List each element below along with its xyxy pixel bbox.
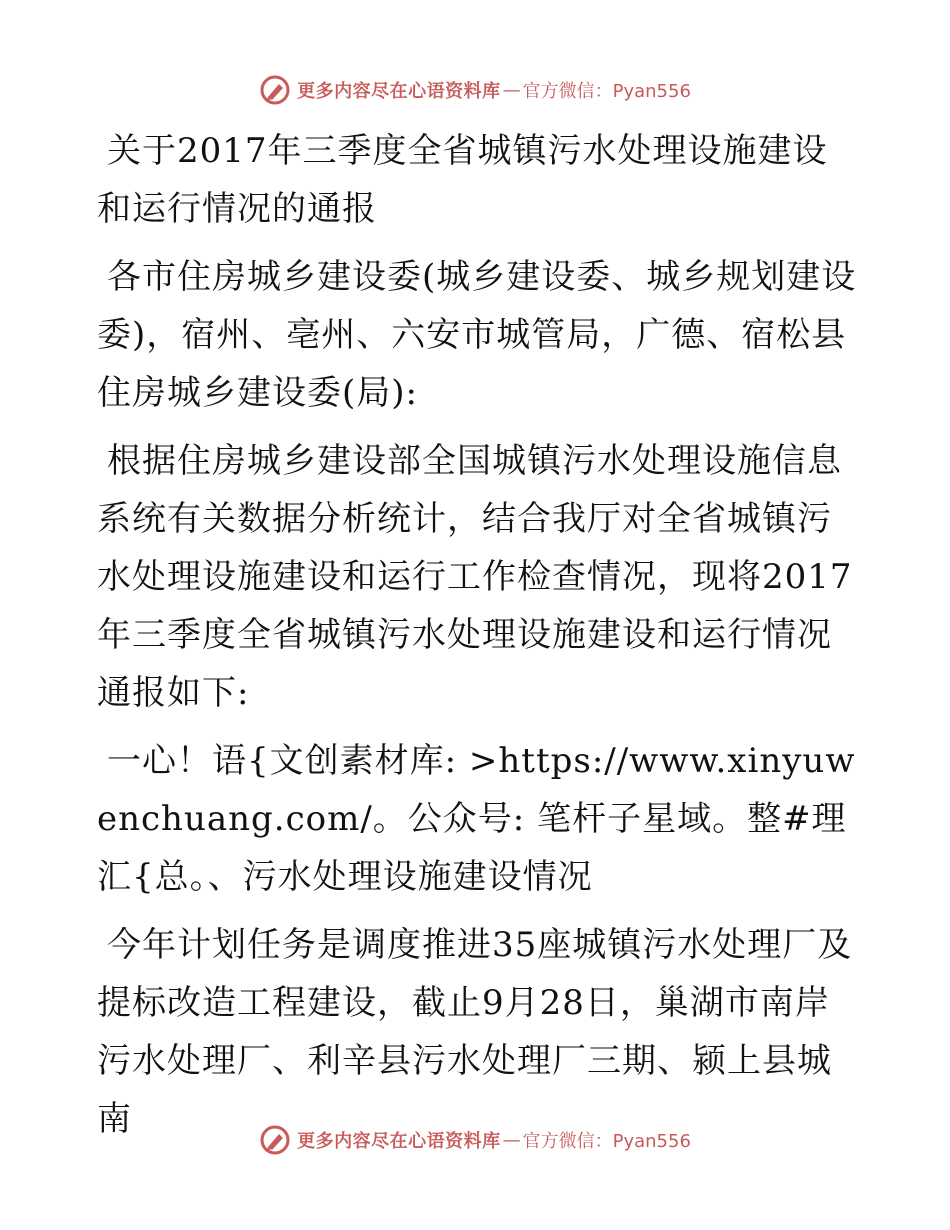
- banner-wechat: 官方微信：Pyan556: [522, 1131, 691, 1152]
- document-addressee: 各市住房城乡建设委(城乡建设委、城乡规划建设委)，宿州、亳州、六安市城管局，广德、宿松县住房城乡建设委(局):: [97, 257, 857, 413]
- banner-separator: —: [502, 1129, 521, 1151]
- document-intro: 根据住房城乡建设部全国城镇污水处理设施信息系统有关数据分析统计，结合我厅对全省城镇污水处理设施建设和运行工作检查情况，现将2017年三季度全省城镇污水处理设施建设和运行情况通报如下:: [97, 441, 853, 713]
- pen-logo-icon: [259, 74, 291, 106]
- banner-separator: —: [502, 79, 521, 101]
- document-title: 关于2017年三季度全省城镇污水处理设施建设和运行情况的通报: [97, 131, 828, 229]
- pen-logo-icon: [259, 1124, 291, 1156]
- banner-slogan: 更多内容尽在心语资料库: [297, 1131, 501, 1152]
- document-section-line: 一心！语{文创素材库: >https://www.xinyuwenchuang.com/。公众号: 笔杆子星域。整#理汇{总。、污水处理设施建设情况: [97, 741, 856, 897]
- banner-slogan: 更多内容尽在心语资料库: [297, 81, 501, 102]
- document-body-text: 今年计划任务是调度推进35座城镇污水处理厂及提标改造工程建设，截止9月28日，巢湖市南岸污水处理厂、利辛县污水处理厂三期、颍上县城南: [97, 925, 853, 1139]
- document-body: [97, 122, 857, 1158]
- banner-wechat: 官方微信：Pyan556: [522, 81, 691, 102]
- footer-watermark-banner: [0, 1120, 950, 1160]
- header-watermark-banner: [0, 70, 950, 110]
